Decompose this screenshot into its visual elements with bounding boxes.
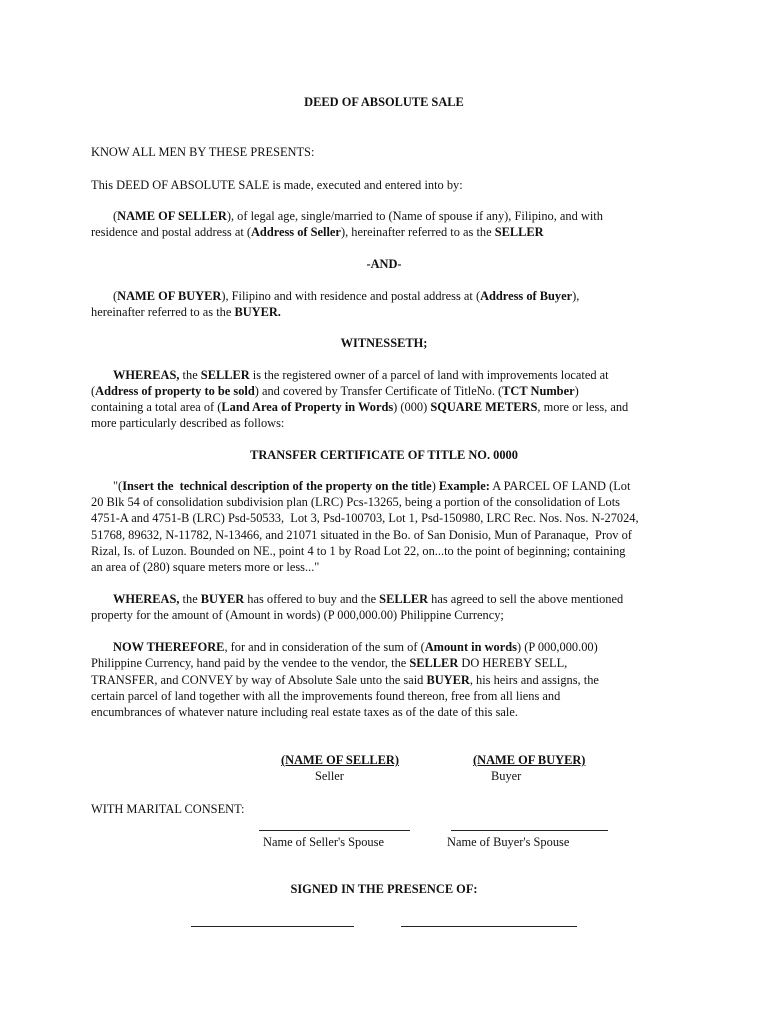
tech-desc-line-4: 51768, 89632, N-11782, N-13466, and 21071 situated in the Bo. of San Donisio, Mun of Paranaque, Prov of: [91, 528, 632, 542]
buyer-signature-name: (NAME OF BUYER): [473, 753, 586, 767]
and-separator: -AND-: [366, 257, 402, 271]
witness-1-signature-line: [191, 926, 354, 927]
buyer-address-placeholder: Address of Buyer: [480, 289, 573, 303]
seller-name-placeholder: NAME OF SELLER: [117, 209, 227, 223]
seller-address-placeholder: Address of Seller: [250, 225, 341, 239]
buyer-name-placeholder: NAME OF BUYER: [117, 289, 222, 303]
tech-desc-line-2: 20 Blk 54 of consolidation subdivision plan (LRC) Pcs-13265, being a portion of the consolidation of Lots: [91, 495, 620, 509]
now-therefore-line-5: encumbrances of whatever nature including real estate taxes as of the date of this sale.: [91, 705, 518, 719]
tech-desc-line-6: an area of (280) square meters more or less...": [91, 560, 320, 574]
whereas1-line-2: (Address of property to be sold) and covered by Transfer Certificate of TitleNo. (TCT Number): [91, 384, 579, 398]
now-therefore-line-3: TRANSFER, and CONVEY by way of Absolute Sale unto the said BUYER, his heirs and assigns, the: [91, 673, 599, 687]
marital-consent-label: WITH MARITAL CONSENT:: [91, 802, 245, 816]
whereas2-line-1: WHEREAS, the BUYER has offered to buy and the SELLER has agreed to sell the above mentioned: [113, 592, 624, 606]
land-area-placeholder: Land Area of Property in Words: [221, 400, 394, 414]
intro-line: This DEED OF ABSOLUTE SALE is made, executed and entered into by:: [91, 178, 463, 192]
seller-spouse-signature-line: [259, 830, 410, 831]
whereas2-line-2: property for the amount of (Amount in words) (P 000,000.00) Philippine Currency;: [91, 608, 504, 622]
tct-heading: TRANSFER CERTIFICATE OF TITLE NO. 0000: [250, 448, 518, 462]
whereas1-line-3: containing a total area of (Land Area of Property in Words) (000) SQUARE METERS, more or less, and: [91, 400, 629, 414]
buyer-spouse-signature-line: [451, 830, 608, 831]
seller-spouse-label: Name of Seller's Spouse: [263, 835, 384, 849]
witnesseth-heading: WITNESSETH;: [340, 336, 428, 350]
buyer-role-label: Buyer: [491, 769, 522, 783]
witness-2-signature-line: [401, 926, 577, 927]
whereas1-line-1: WHEREAS, the SELLER is the registered owner of a parcel of land with improvements located at: [113, 368, 609, 382]
seller-paragraph-line-1: (NAME OF SELLER), of legal age, single/married to (Name of spouse if any), Filipino, and with: [113, 209, 603, 223]
document-title: DEED OF ABSOLUTE SALE: [304, 95, 464, 109]
know-all-line: KNOW ALL MEN BY THESE PRESENTS:: [91, 145, 315, 159]
seller-signature-name: (NAME OF SELLER): [281, 753, 399, 767]
witness-heading: SIGNED IN THE PRESENCE OF:: [290, 882, 478, 896]
amount-placeholder: Amount in words: [424, 640, 517, 654]
buyer-paragraph-line-2: hereinafter referred to as the BUYER.: [91, 305, 281, 319]
buyer-spouse-label: Name of Buyer's Spouse: [447, 835, 570, 849]
tech-desc-line-3: 4751-A and 4751-B (LRC) Psd-50533, Lot 3, Psd-100703, Lot 1, Psd-150980, LRC Rec. Nos. Nos. N-27024,: [91, 511, 639, 525]
whereas1-line-4: more particularly described as follows:: [91, 416, 285, 430]
now-therefore-line-1: NOW THEREFORE, for and in consideration of the sum of (Amount in words) (P 000,000.00): [113, 640, 598, 654]
buyer-paragraph-line-1: (NAME OF BUYER), Filipino and with residence and postal address at (Address of Buyer),: [113, 289, 580, 303]
seller-role-label: Seller: [315, 769, 344, 783]
now-therefore-line-4: certain parcel of land together with all the improvements found thereon, free from all liens and: [91, 689, 561, 703]
tech-desc-line-5: Rizal, Is. of Luzon. Bounded on NE., point 4 to 1 by Road Lot 22, on...to the point of beginning; containing: [91, 544, 626, 558]
property-address-placeholder: Address of property to be sold: [95, 384, 255, 398]
now-therefore-line-2: Philippine Currency, hand paid by the vendee to the vendor, the SELLER DO HEREBY SELL,: [91, 656, 568, 670]
tech-desc-line-1: "(Insert the technical description of the property on the title) Example: A PARCEL OF LAND (Lot: [113, 479, 631, 493]
tct-number-placeholder: TCT Number: [502, 384, 575, 398]
seller-paragraph-line-2: residence and postal address at (Address of Seller), hereinafter referred to as the SELLER: [91, 225, 544, 239]
